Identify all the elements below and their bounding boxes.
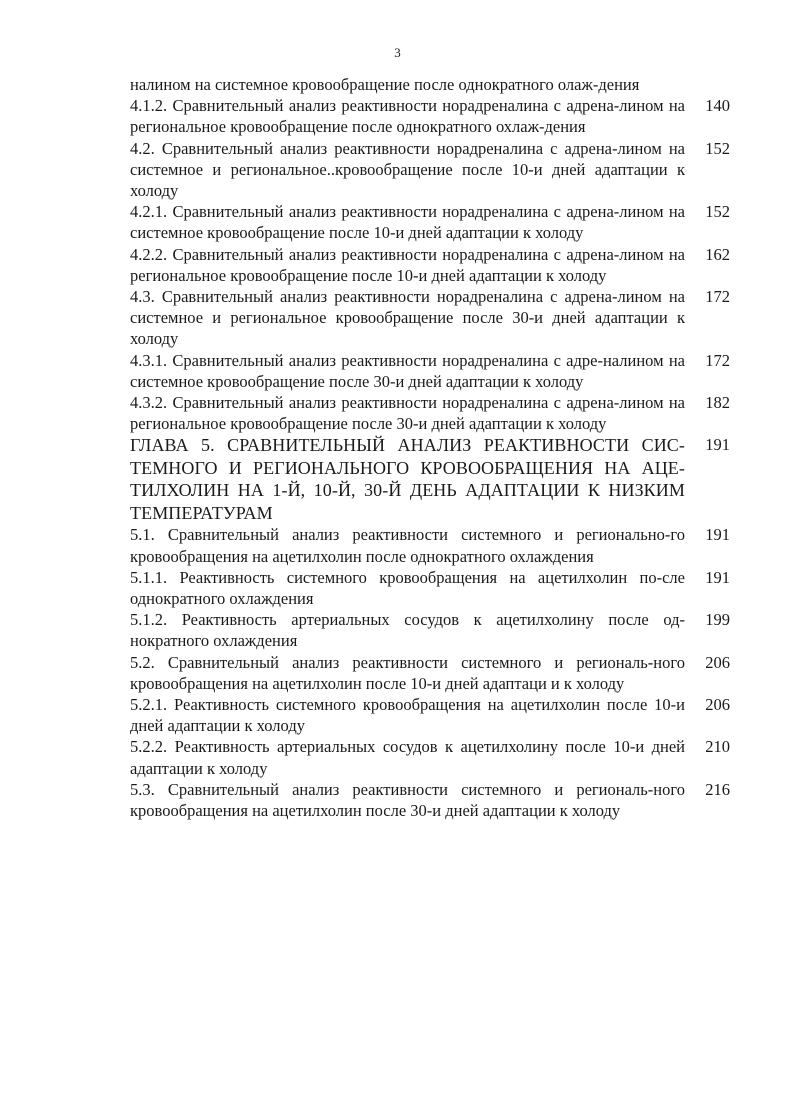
toc-entry-text: 4.1.2. Сравнительный анализ реактивности норадреналина с адрена-лином на региональное кровообращение после однократного охлаж-дения [130,96,685,137]
toc-entry-page: 140 [705,96,730,116]
toc-entry [130,567,730,609]
toc-entry-text: 5.1.1. Реактивность системного кровообращения на ацетилхолин по-сле однократного охлаждения [130,567,685,609]
toc-entry-page: 191 [705,567,730,587]
toc-entry [130,74,730,95]
toc-entry [130,201,730,243]
toc-entry-text: 4.2.1. Сравнительный анализ реактивности норадреналина с адрена-лином на системное кровообращение после 10-и дней адаптации к холоду [130,202,685,243]
toc-entry [130,244,730,286]
toc-entry-text: ГЛАВА 5. СРАВНИТЕЛЬНЫЙ АНАЛИЗ РЕАКТИВНОСТИ СИС-ТЕМНОГО И РЕГИОНАЛЬНОГО КРОВООБРАЩЕНИЯ НА АЦЕ-ТИЛХОЛИН НА 1-Й, 10-Й, 30-Й ДЕНЬ АДАПТАЦИИ К НИЗКИМ ТЕМПЕРАТУРАМ [130,435,685,523]
toc-entry-text: налином на системное кровообращение после однократного олаж-дения [130,75,640,94]
toc-entry-text: 4.3.1. Сравнительный анализ реактивности норадреналина с адре-налином на системное кровообращение после 30-и дней адаптации к холоду [130,350,685,391]
page-number: 3 [394,45,401,60]
toc-entry [130,609,730,651]
toc-entry-text: 5.2. Сравнительный анализ реактивности системного и региональ-ного кровообращения на ацетилхолин после 10-и дней адаптаци и к холоду [130,652,685,693]
toc-entry-page: 199 [705,610,730,630]
toc-entry [130,694,730,736]
toc-entry-page: 182 [705,393,730,413]
toc-entry-text: 5.1.2. Реактивность артериальных сосудов к ацетилхолину после од-нократного охлаждения [130,610,685,651]
toc-entry-text: 4.2.2. Сравнительный анализ реактивности норадреналина с адрена-лином на региональное кровообращение после 10-и дней адаптации к холоду [130,244,685,285]
toc-entry-page: 152 [705,202,730,222]
toc-entry-page: 162 [705,244,730,264]
toc-entry-text: 4.2. Сравнительный анализ реактивности норадреналина с адрена-лином на системное и региональное..кровообращение после 10-и дней адаптации к холоду [130,138,685,201]
toc-entry-page: 206 [705,652,730,672]
toc-entry [130,350,730,392]
toc-entry [130,138,730,202]
toc-entry-text: 5.2.1. Реактивность системного кровообращения на ацетилхолин после 10-и дней адаптации к холоду [130,695,685,736]
toc-entry-text: 5.3. Сравнительный анализ реактивности системного и региональ-ного кровообращения на ацетилхолин после 30-и дней адаптации к холоду [130,779,685,821]
table-of-contents [130,74,730,821]
toc-entry-page: 216 [705,779,730,799]
toc-entry [130,95,730,137]
toc-entry-text: 5.1. Сравнительный анализ реактивности системного и регионально-го кровообращения на ацетилхолин после однократного охлаждения [130,525,685,566]
toc-entry-page: 172 [705,287,730,307]
toc-entry [130,652,730,694]
toc-entry [130,392,730,434]
toc-entry-text: 5.2.2. Реактивность артериальных сосудов к ацетилхолину после 10-и дней адаптации к холоду [130,737,685,778]
toc-entry [130,524,730,566]
toc-entry-page: 206 [705,695,730,715]
toc-entry-page: 210 [705,737,730,757]
toc-entry [130,736,730,778]
toc-entry-page: 172 [705,350,730,370]
toc-entry-page: 191 [705,435,730,455]
toc-entry-page: 152 [705,138,730,158]
toc-chapter-heading [130,434,730,524]
toc-entry-text: 4.3.2. Сравнительный анализ реактивности норадреналина с адрена-лином на региональное кровообращение после 30-и дней адаптации к холоду [130,393,685,434]
toc-entry [130,779,730,821]
toc-entry [130,286,730,350]
toc-entry-page: 191 [705,525,730,545]
toc-entry-text: 4.3. Сравнительный анализ реактивности норадреналина с адрена-лином на системное и региональное кровообращение после 30-и дней адаптации к холоду [130,287,685,349]
